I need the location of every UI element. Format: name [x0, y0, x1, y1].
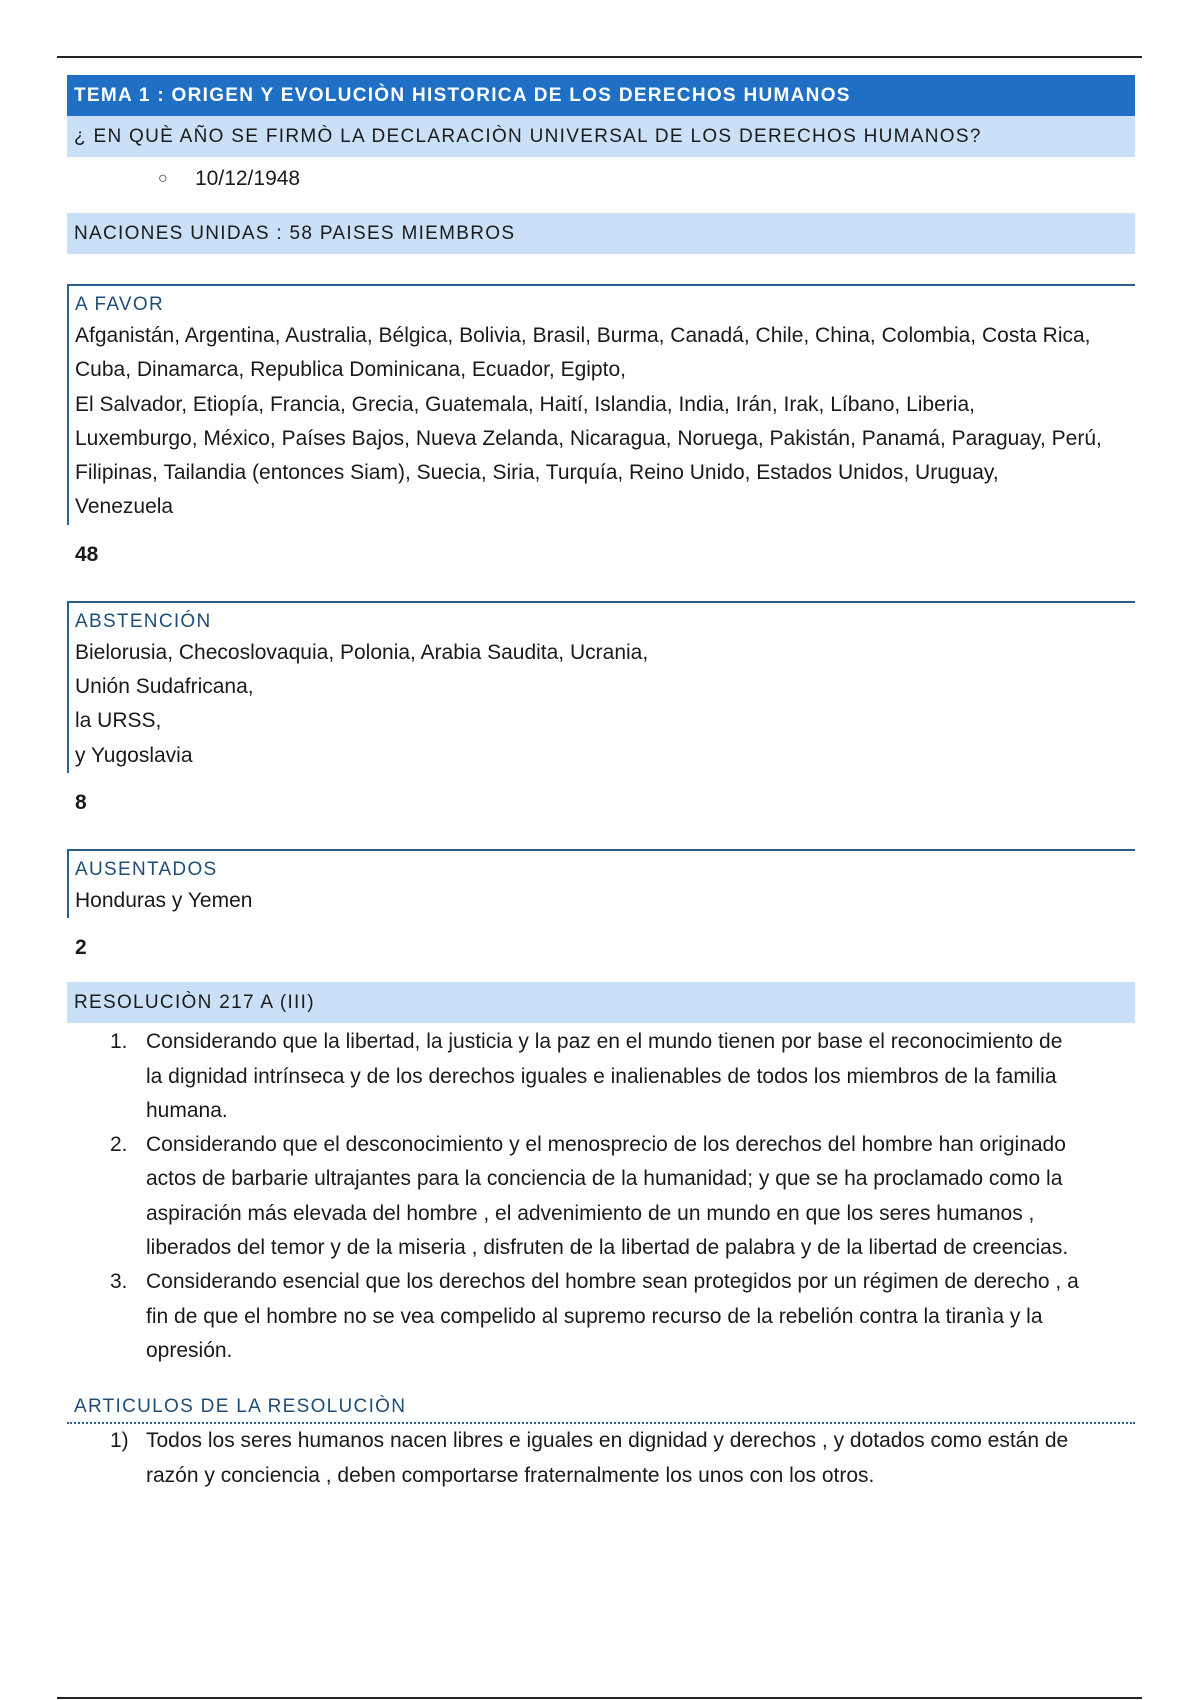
- ausentados-countries: [75, 884, 1135, 918]
- ausentados-title: AUSENTADOS: [75, 858, 218, 880]
- list-line: razón y conciencia , deben comportarse fraternalmente los unos con los otros.: [146, 1463, 875, 1487]
- question-heading: ¿ EN QUÈ AÑO SE FIRMÒ LA DECLARACIÒN UNIVERSAL DE LOS DERECHOS HUMANOS?: [67, 116, 1135, 157]
- ausentados-section: [67, 849, 1135, 918]
- list-item: [67, 1128, 1135, 1265]
- list-line: aspiración más elevada del hombre , el advenimiento de un mundo en que los seres humanos ,: [146, 1201, 1035, 1225]
- favor-line: Luxemburgo, México, Países Bajos, Nueva Zelanda, Nicaragua, Noruega, Pakistán, Panamá, Paraguay, Perú,: [75, 426, 1102, 450]
- abstencion-countries: [75, 636, 1135, 773]
- list-line: humana.: [146, 1098, 228, 1122]
- list-line: opresión.: [146, 1338, 233, 1362]
- topic-heading: TEMA 1 : ORIGEN Y EVOLUCIÒN HISTORICA DE LOS DERECHOS HUMANOS: [67, 75, 1135, 116]
- favor-section: [67, 284, 1135, 525]
- list-item: [67, 1025, 1135, 1128]
- favor-line: Filipinas, Tailandia (entonces Siam), Suecia, Siria, Turquía, Reino Unido, Estados Unidos, Uruguay,: [75, 461, 999, 485]
- answer-date: 10/12/1948: [195, 167, 301, 190]
- ausentados-line: Honduras y Yemen: [75, 888, 253, 912]
- ausentados-count: 2: [75, 936, 87, 960]
- favor-countries: [75, 319, 1135, 525]
- answer-bullet-item: [67, 157, 1135, 201]
- favor-line: Venezuela: [75, 495, 174, 519]
- list-line: Considerando esencial que los derechos del hombre sean protegidos por un régimen de derecho , a: [146, 1270, 1079, 1294]
- circle-bullet-icon: ○: [158, 170, 168, 187]
- list-number: 2.: [110, 1133, 128, 1157]
- list-line: la dignidad intrínseca y de los derechos iguales e inalienables de todos los miembros de la familia: [146, 1064, 1057, 1088]
- abstencion-title: ABSTENCIÓN: [75, 610, 212, 632]
- articulos-heading: ARTICULOS DE LA RESOLUCIÒN: [67, 1392, 1135, 1424]
- list-item: [67, 1424, 1135, 1493]
- resolucion-heading: RESOLUCIÒN 217 A (III): [67, 982, 1135, 1023]
- list-line: Todos los seres humanos nacen libres e iguales en dignidad y derechos , y dotados como están de: [146, 1429, 1069, 1453]
- list-item: [67, 1265, 1135, 1368]
- un-members-heading: NACIONES UNIDAS : 58 PAISES MIEMBROS: [67, 213, 1135, 254]
- list-line: Considerando que la libertad, la justicia y la paz en el mundo tienen por base el reconocimiento de: [146, 1030, 1063, 1054]
- bottom-rule: [57, 1697, 1142, 1699]
- list-line: liberados del temor y de la miseria , disfruten de la libertad de palabra y de la libertad de creencias.: [146, 1236, 1069, 1260]
- favor-title: A FAVOR: [75, 294, 164, 315]
- list-line: Considerando que el desconocimiento y el menosprecio de los derechos del hombre han originado: [146, 1133, 1066, 1157]
- top-rule: [57, 56, 1142, 58]
- abstencion-count: 8: [75, 790, 87, 814]
- abstencion-line: y Yugoslavia: [75, 743, 193, 767]
- list-number: 1.: [110, 1030, 128, 1054]
- favor-line: El Salvador, Etiopía, Francia, Grecia, Guatemala, Haití, Islandia, India, Irán, Irak, Líbano, Liberia,: [75, 392, 975, 416]
- abstencion-section: [67, 601, 1135, 773]
- list-number: 3.: [110, 1270, 128, 1294]
- list-line: fin de que el hombre no se vea compelido al supremo recurso de la rebelión contra la tiranìa y la: [146, 1304, 1043, 1328]
- document-page: [67, 75, 1135, 1493]
- list-number: 1): [110, 1429, 129, 1453]
- resolucion-list: [67, 1025, 1135, 1368]
- abstencion-line: la URSS,: [75, 709, 162, 733]
- articulos-list: [67, 1424, 1135, 1493]
- favor-line: Afganistán, Argentina, Australia, Bélgica, Bolivia, Brasil, Burma, Canadá, Chile, China, Colombia, Costa Rica,: [75, 324, 1091, 347]
- favor-count: 48: [75, 542, 99, 566]
- abstencion-line: Unión Sudafricana,: [75, 675, 254, 699]
- list-line: actos de barbarie ultrajantes para la conciencia de la humanidad; y que se ha proclamado como la: [146, 1167, 1063, 1191]
- abstencion-line: Bielorusia, Checoslovaquia, Polonia, Arabia Saudita, Ucrania,: [75, 640, 649, 664]
- favor-line: Cuba, Dinamarca, Republica Dominicana, Ecuador, Egipto,: [75, 358, 626, 382]
